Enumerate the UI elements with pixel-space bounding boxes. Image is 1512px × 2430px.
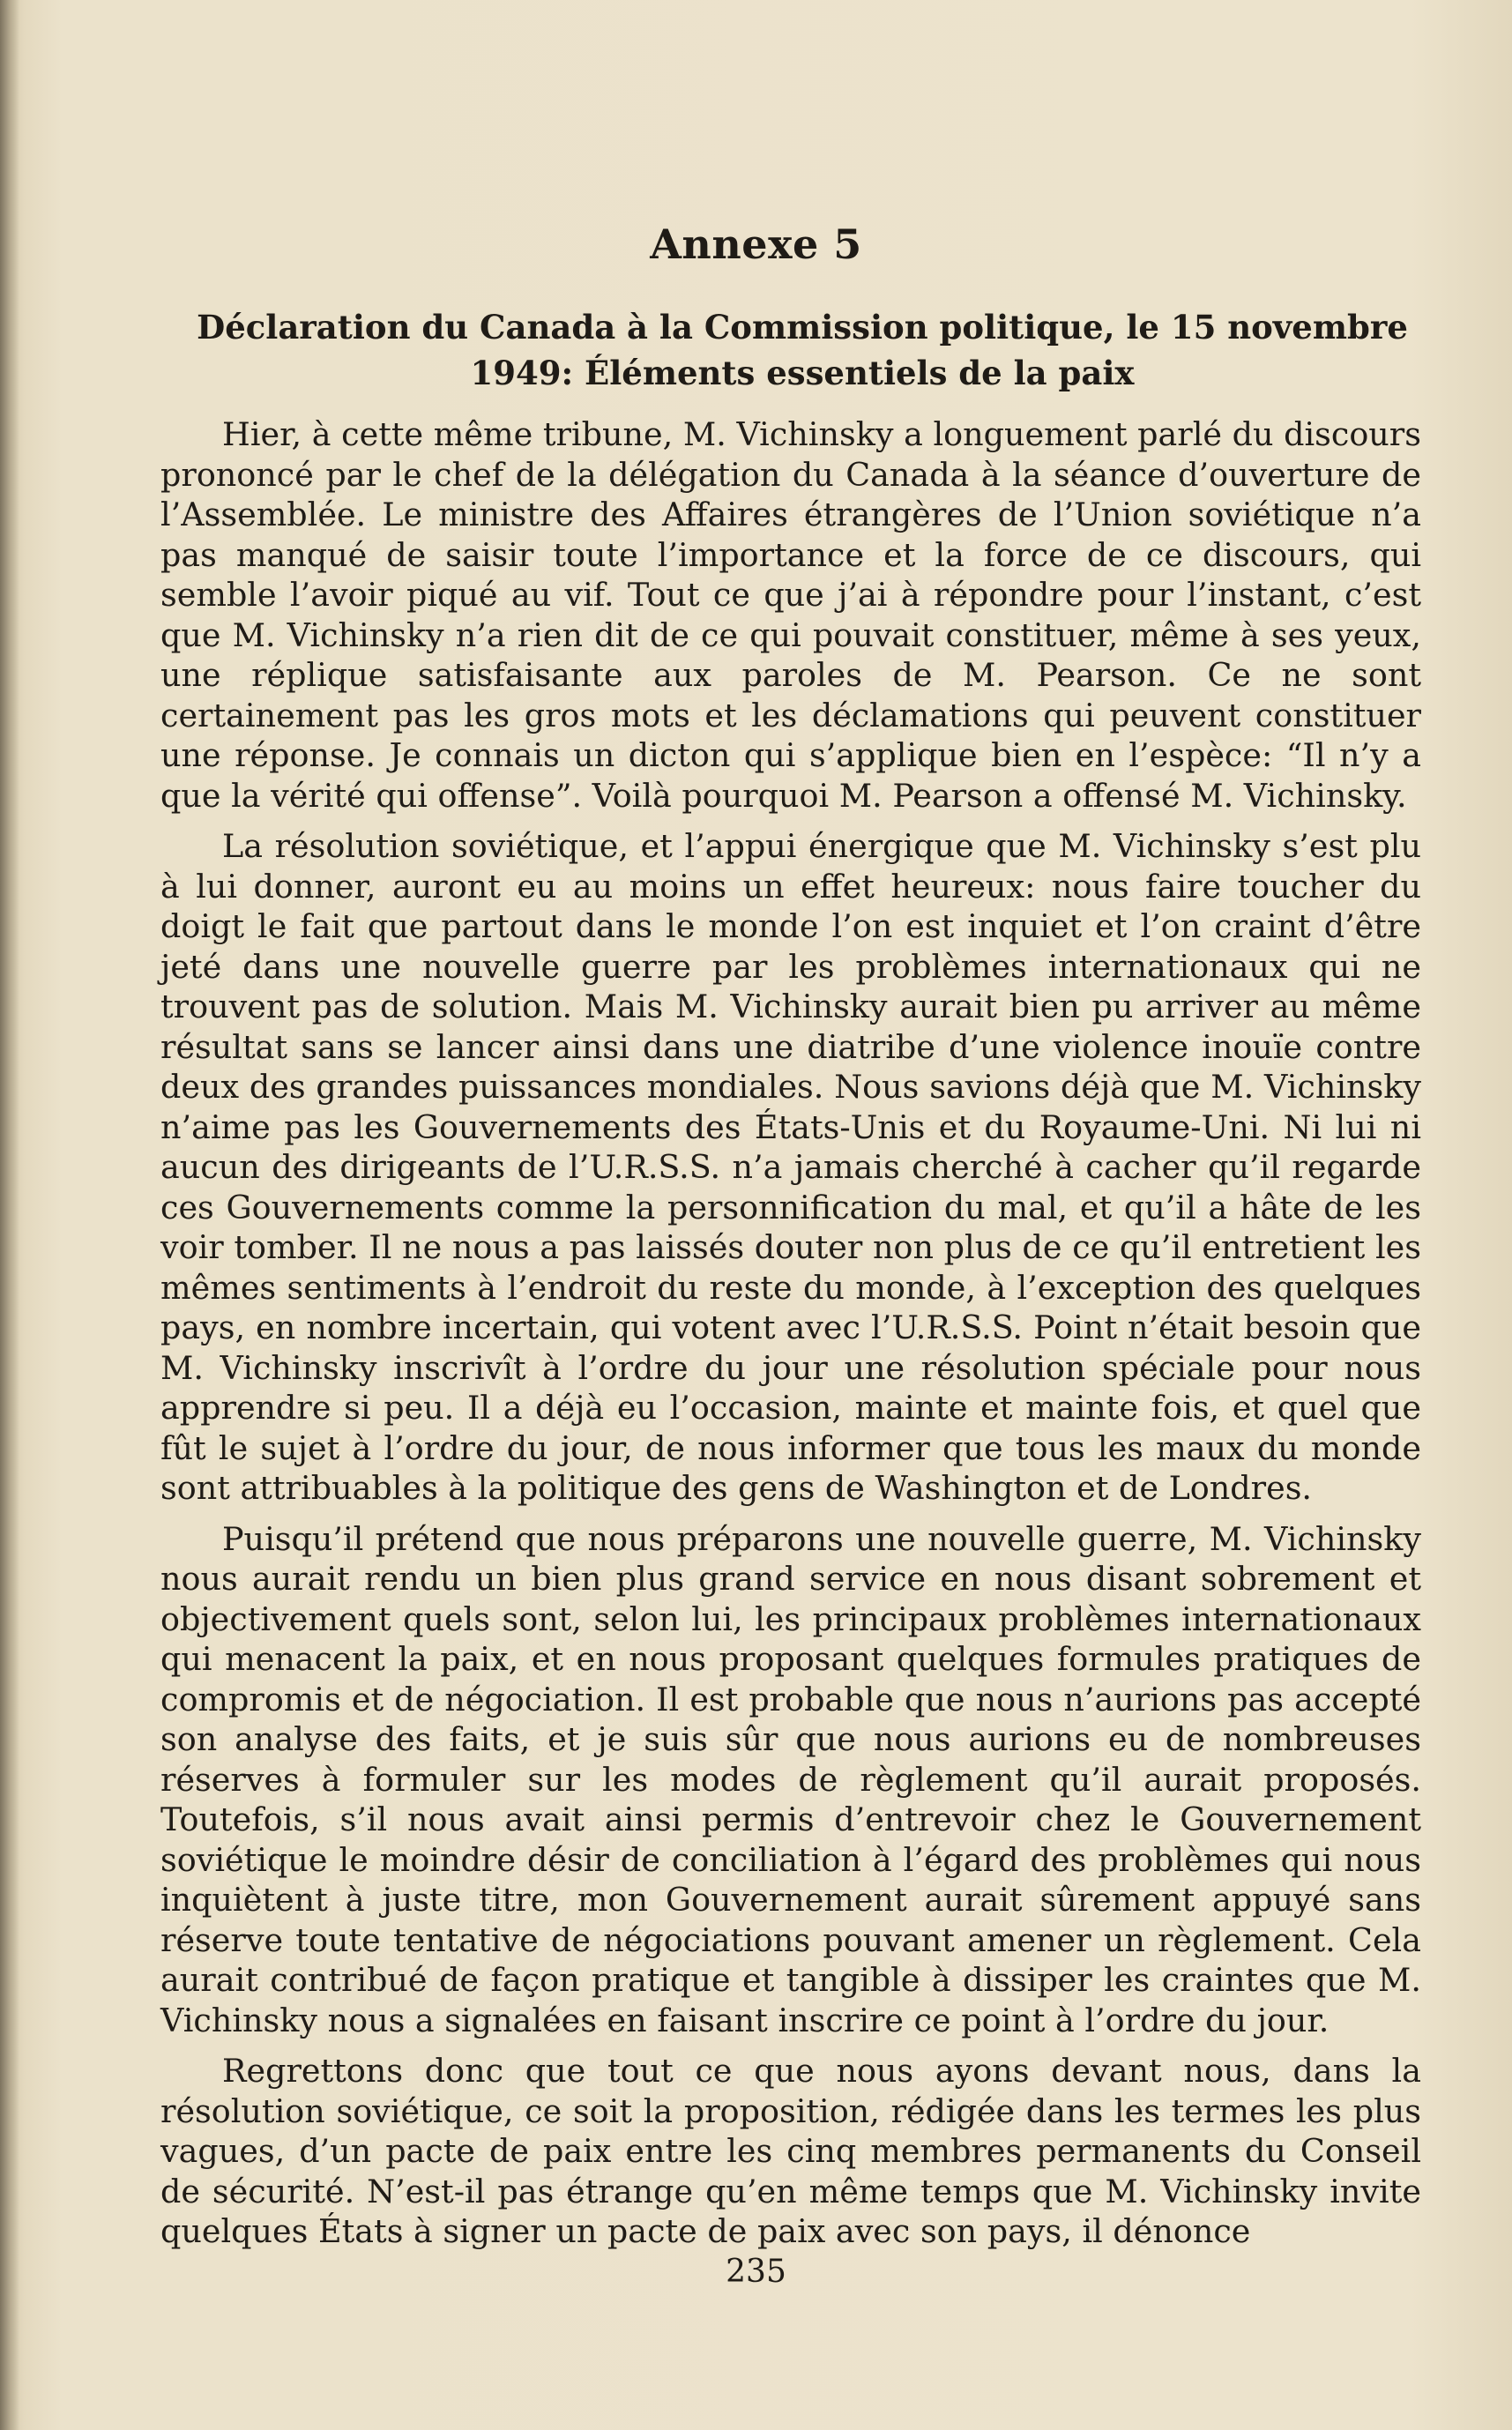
- paragraph-2: La résolution soviétique, et l’appui énergique que M. Vichinsky s’est plu à lui donner, auront eu au moins un effet heureux: nous faire toucher du doigt le fait que partout dans le monde l’on est inquiet et l’on craint d’être jeté dans une nouvelle guerre par les problèmes internationaux qui ne trouvent pas de solution. Mais M. Vichinsky aurait bien pu arriver au même résultat sans se lancer ainsi dans une diatribe d’une violence inouïe contre deux des grandes puissances mondiales. Nous savions déjà que M. Vichinsky n’aime pas les Gouvernements des États-Unis et du Royaume-Uni. Ni lui ni aucun des dirigeants de l’U.R.S.S. n’a jamais cherché à cacher qu’il regarde ces Gouvernements comme la personnification du mal, et qu’il a hâte de les voir tomber. Il ne nous a pas laissés douter non plus de ce qu’il entretient les mêmes sentiments à l’endroit du reste du monde, à l’exception des quelques pays, en nombre incertain, qui votent avec l’U.R.S.S. Point n’était besoin que M. Vichinsky inscrivît à l’ordre du jour une résolution spéciale pour nous apprendre si peu. Il a déjà eu l’occasion, mainte et mainte fois, et quel que fût le sujet à l’ordre du jour, de nous informer que tous les maux du monde sont attribuables à la politique des gens de Washington et de Londres.: [160, 827, 1421, 1507]
- annex-subtitle: Déclaration du Canada à la Commission politique, le 15 novembre 1949: Éléments essentiels de la paix: [197, 308, 1408, 392]
- paragraph-1: Hier, à cette même tribune, M. Vichinsky a longuement parlé du discours prononcé par le chef de la délégation du Canada à la séance d’ouverture de l’Assemblée. Le ministre des Affaires étrangères de l’Union soviétique n’a pas manqué de saisir toute l’importance et la force de ce discours, qui semble l’avoir piqué au vif. Tout ce que j’ai à répondre pour l’instant, c’est que M. Vichinsky n’a rien dit de ce qui pouvait constituer, même à ses yeux, une réplique satisfaisante aux paroles de M. Pearson. Ce ne sont certainement pas les gros mots et les déclamations qui peuvent constituer une réponse. Je connais un dicton qui s’applique bien en l’espèce: “Il n’y a que la vérité qui offense”. Voilà pourquoi M. Pearson a offensé M. Vichinsky.: [160, 415, 1421, 815]
- page-number: 235: [726, 2254, 786, 2290]
- binding-shadow: [0, 0, 19, 2430]
- annex-title: Annexe 5: [650, 220, 862, 268]
- paragraph-3: Puisqu’il prétend que nous préparons une nouvelle guerre, M. Vichinsky nous aurait rendu un bien plus grand service en nous disant sobrement et objectivement quels sont, selon lui, les principaux problèmes internationaux qui menacent la paix, et en nous proposant quelques formules pratiques de compromis et de négociation. Il est probable que nous n’aurions pas accepté son analyse des faits, et je suis sûr que nous aurions eu de nombreuses réserves à formuler sur les modes de règlement qu’il aurait proposés. Toutefois, s’il nous avait ainsi permis d’entrevoir chez le Gouvernement soviétique le moindre désir de conciliation à l’égard des problèmes qui nous inquiètent à juste titre, mon Gouvernement aurait sûrement appuyé sans réserve toute tentative de négociations pouvant amener un règlement. Cela aurait contribué de façon pratique et tangible à dissiper les craintes que M. Vichinsky nous a signalées en faisant inscrire ce point à l’ordre du jour.: [160, 1519, 1421, 2039]
- paragraph-4: Regrettons donc que tout ce que nous ayons devant nous, dans la résolution soviétique, ce soit la proposition, rédigée dans les termes les plus vagues, d’un pacte de paix entre les cinq membres permanents du Conseil de sécurité. N’est-il pas étrange qu’en même temps que M. Vichinsky invite quelques États à signer un pacte de paix avec son pays, il dénonce: [160, 2052, 1421, 2250]
- body-text: [160, 414, 1421, 2262]
